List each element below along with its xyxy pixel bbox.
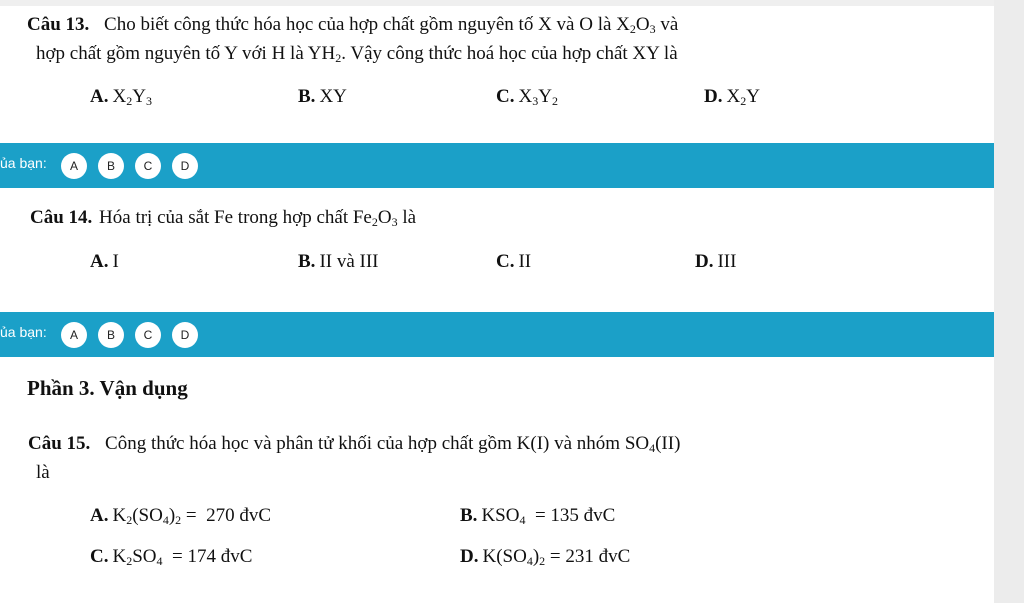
- option-letter: B.: [460, 505, 478, 526]
- formula-part: Y: [746, 86, 760, 107]
- formula-part: SO: [132, 546, 157, 567]
- answer-bar-q14: [0, 312, 994, 357]
- formula-part: = 231 đvC: [545, 546, 631, 567]
- answer-choice-a[interactable]: A: [61, 322, 87, 348]
- answer-choice-c[interactable]: C: [135, 153, 161, 179]
- formula-part: K: [112, 505, 127, 526]
- answer-bar-q13: [0, 143, 994, 188]
- q13-sub: 2: [335, 51, 342, 65]
- formula-part: Y: [538, 86, 552, 107]
- answer-choice-b[interactable]: B: [98, 322, 124, 348]
- option-letter: C.: [90, 546, 109, 567]
- q15-text: [105, 433, 680, 454]
- q13-text-part: O: [635, 14, 650, 35]
- answer-choice-a[interactable]: A: [61, 153, 87, 179]
- q14-sub: 2: [371, 215, 378, 229]
- q13-text-part: . Vậy công thức hoá học của hợp chất XY là: [341, 43, 678, 64]
- formula-sub: 2: [539, 554, 546, 568]
- answer-bar-label: ủa bạn:: [0, 324, 47, 340]
- q13-option-a[interactable]: [90, 86, 152, 108]
- q13-option-d[interactable]: [704, 86, 760, 108]
- formula-sub: 4: [526, 554, 533, 568]
- formula-part: ): [168, 505, 176, 526]
- q14-option-a[interactable]: [90, 251, 119, 273]
- formula-part: XY: [319, 86, 347, 107]
- option-letter: B.: [298, 86, 316, 107]
- q15-text-part: (II): [655, 433, 681, 454]
- q15-line2: là: [36, 462, 50, 483]
- q14-number: Câu 14.: [30, 207, 93, 228]
- q14-text-part: O: [377, 207, 392, 228]
- formula-part: ): [532, 546, 540, 567]
- q14-sub: 3: [391, 215, 398, 229]
- option-letter: D.: [695, 251, 714, 272]
- answer-choice-b[interactable]: B: [98, 153, 124, 179]
- q15-text-part: Công thức hóa học và phân tử khối của hợp chất gồm K(I) và nhóm SO: [105, 433, 650, 454]
- formula-part: K(SO: [482, 546, 527, 567]
- formula-sub: 3: [145, 94, 152, 108]
- option-text: II: [518, 251, 532, 272]
- scroll-gutter[interactable]: [994, 0, 1024, 603]
- top-edge: [0, 0, 1024, 6]
- option-letter: A.: [90, 86, 109, 107]
- option-letter: D.: [460, 546, 479, 567]
- q14-option-b[interactable]: [298, 251, 379, 273]
- formula-sub: 2: [126, 554, 133, 568]
- formula-sub: 2: [740, 94, 747, 108]
- formula-sub: 2: [551, 94, 558, 108]
- formula-sub: 2: [126, 94, 133, 108]
- q15-sub: 4: [649, 441, 656, 455]
- q15-option-c[interactable]: [90, 546, 252, 568]
- answer-choice-d[interactable]: D: [172, 153, 198, 179]
- formula-part: X: [726, 86, 741, 107]
- formula-part: X: [518, 86, 533, 107]
- q13-number: Câu 13.: [27, 14, 90, 35]
- q15-option-a[interactable]: [90, 505, 271, 527]
- formula-part: = 174 đvC: [162, 546, 253, 567]
- q13-line2: [36, 43, 678, 65]
- formula-sub: 3: [532, 94, 539, 108]
- formula-part: (SO: [132, 505, 163, 526]
- q14-line1: [30, 207, 416, 229]
- section-heading: Phần 3. Vận dụng: [27, 376, 188, 400]
- q14-option-c[interactable]: [496, 251, 531, 273]
- q14-option-d[interactable]: [695, 251, 736, 273]
- option-letter: A.: [90, 251, 109, 272]
- formula-sub: 4: [162, 513, 169, 527]
- q13-option-c[interactable]: [496, 86, 558, 108]
- option-letter: B.: [298, 251, 316, 272]
- q15-line1: [28, 433, 680, 455]
- answer-choice-d[interactable]: D: [172, 322, 198, 348]
- formula-sub: 4: [519, 513, 526, 527]
- formula-part: = 135 đvC: [525, 505, 616, 526]
- q14-text-part: Hóa trị của sắt Fe trong hợp chất Fe: [99, 207, 372, 228]
- q13-text: [104, 14, 678, 35]
- formula-part: = 270 đvC: [181, 505, 272, 526]
- q14-text: [99, 207, 416, 228]
- formula-part: X: [112, 86, 127, 107]
- q13-sub: 3: [649, 22, 656, 36]
- formula-sub: 2: [126, 513, 133, 527]
- q13-text-part: và: [655, 14, 679, 35]
- formula-part: KSO: [481, 505, 520, 526]
- q13-text-part: hợp chất gồm nguyên tố Y với H là YH: [36, 43, 336, 64]
- q14-text-part: là: [397, 207, 417, 228]
- q13-line1: [27, 14, 678, 36]
- q15-option-d[interactable]: [460, 546, 630, 568]
- formula-sub: 2: [175, 513, 182, 527]
- option-text: III: [717, 251, 737, 272]
- q15-number: Câu 15.: [28, 433, 91, 454]
- option-letter: D.: [704, 86, 723, 107]
- formula-part: K: [112, 546, 127, 567]
- option-text: I: [112, 251, 119, 272]
- q13-sub: 2: [629, 22, 636, 36]
- q15-option-b[interactable]: [460, 505, 615, 527]
- q13-text-part: Cho biết công thức hóa học của hợp chất gồm nguyên tố X và O là X: [104, 14, 630, 35]
- answer-choice-c[interactable]: C: [135, 322, 161, 348]
- answer-bar-label: ủa bạn:: [0, 155, 47, 171]
- option-letter: C.: [496, 86, 515, 107]
- option-letter: C.: [496, 251, 515, 272]
- formula-sub: 4: [156, 554, 163, 568]
- formula-part: Y: [132, 86, 146, 107]
- option-text: II và III: [319, 251, 379, 272]
- q13-option-b[interactable]: [298, 86, 347, 108]
- option-letter: A.: [90, 505, 109, 526]
